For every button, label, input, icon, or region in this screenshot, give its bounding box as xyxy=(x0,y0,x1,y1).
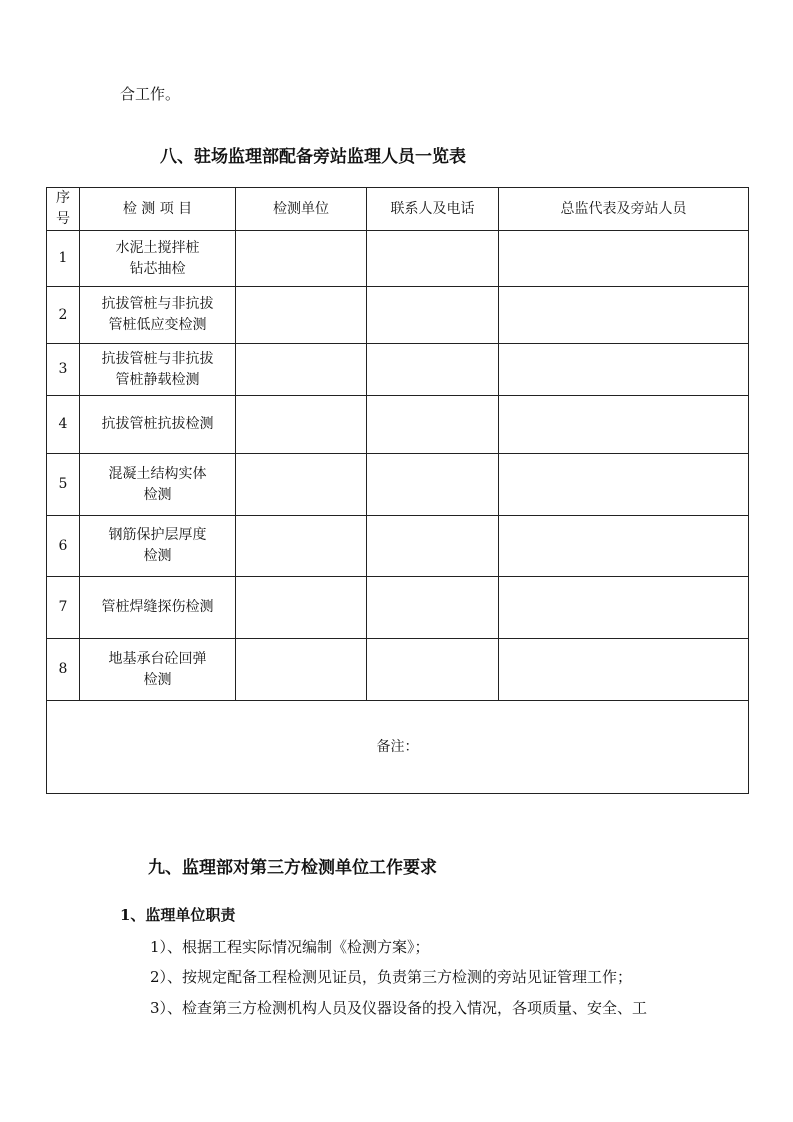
row-supervisor-cell xyxy=(499,577,749,639)
row-item-line1: 地基承台砼回弹 xyxy=(108,650,207,667)
header-serial-no xyxy=(47,188,80,231)
row-item xyxy=(80,287,236,344)
row-item xyxy=(80,639,236,701)
remark-cell xyxy=(47,701,749,794)
section-9-title: 九、监理部对第三方检测单位工作要求 xyxy=(148,858,437,878)
row-contact-cell xyxy=(367,396,499,454)
row-unit-cell xyxy=(236,454,367,516)
row-contact-cell xyxy=(367,516,499,577)
row-supervisor-cell xyxy=(499,396,749,454)
table-row xyxy=(47,396,749,454)
row-contact-cell xyxy=(367,639,499,701)
row-item xyxy=(80,454,236,516)
row-item xyxy=(80,231,236,287)
row-unit-cell xyxy=(236,231,367,287)
row-item xyxy=(80,516,236,577)
row-item-line2: 管桩低应变检测 xyxy=(108,317,207,333)
remark-label: 备注： xyxy=(376,738,419,755)
table-row xyxy=(47,344,749,396)
row-no: 3 xyxy=(47,344,80,396)
remark-row xyxy=(47,701,749,794)
row-item-line2: 钻芯抽检 xyxy=(129,260,186,277)
row-contact-cell xyxy=(367,231,499,287)
row-item xyxy=(80,344,236,396)
row-no: 8 xyxy=(47,639,80,701)
row-contact-cell xyxy=(367,287,499,344)
table-row xyxy=(47,577,749,639)
header-contact: 联系人及电话 xyxy=(367,188,499,231)
table-row xyxy=(47,454,749,516)
header-test-unit: 检测单位 xyxy=(236,188,367,231)
row-supervisor-cell xyxy=(499,344,749,396)
row-no: 5 xyxy=(47,454,80,516)
continuation-text: 合工作。 xyxy=(120,85,181,103)
row-item-line2: 检测 xyxy=(143,486,172,503)
row-no: 2 xyxy=(47,287,80,344)
row-item-line1: 抗拔管桩抗拔检测 xyxy=(101,416,214,432)
row-unit-cell xyxy=(236,639,367,701)
row-item-line2: 管桩静载检测 xyxy=(115,371,200,388)
section-8-title: 八、驻场监理部配备旁站监理人员一览表 xyxy=(160,147,466,167)
row-unit-cell xyxy=(236,516,367,577)
subsection-title: 1、监理单位职责 xyxy=(120,906,236,924)
table-header-row xyxy=(47,188,749,231)
row-unit-cell xyxy=(236,396,367,454)
row-no: 7 xyxy=(47,577,80,639)
row-supervisor-cell xyxy=(499,639,749,701)
supervision-staff-table xyxy=(46,187,749,794)
row-supervisor-cell xyxy=(499,454,749,516)
header-test-item: 检 测 项 目 xyxy=(80,188,236,231)
row-no: 1 xyxy=(47,231,80,287)
table-row xyxy=(47,516,749,577)
row-unit-cell xyxy=(236,344,367,396)
row-no: 4 xyxy=(47,396,80,454)
row-item-line1: 抗拔管桩与非抗拔 xyxy=(101,350,214,367)
row-supervisor-cell xyxy=(499,516,749,577)
header-supervisor: 总监代表及旁站人员 xyxy=(499,188,749,231)
row-unit-cell xyxy=(236,577,367,639)
row-supervisor-cell xyxy=(499,287,749,344)
row-item-line1: 管桩焊缝探伤检测 xyxy=(101,599,214,615)
row-item-line2: 检测 xyxy=(143,671,172,688)
row-unit-cell xyxy=(236,287,367,344)
row-item-line2: 检测 xyxy=(143,548,172,564)
duty-item-1: 1）、根据工程实际情况编制《检测方案》； xyxy=(150,938,430,956)
row-item-line1: 钢筋保护层厚度 xyxy=(108,527,207,543)
table-row xyxy=(47,639,749,701)
row-contact-cell xyxy=(367,344,499,396)
table-row xyxy=(47,287,749,344)
row-contact-cell xyxy=(367,454,499,516)
header-serial-no-line1: 序 xyxy=(56,190,70,206)
row-item-line1: 水泥土搅拌桩 xyxy=(115,239,200,256)
table-row xyxy=(47,231,749,287)
row-item xyxy=(80,396,236,454)
duty-item-2: 2）、按规定配备工程检测见证员，负责第三方检测的旁站见证管理工作； xyxy=(150,968,633,986)
row-item-line1: 抗拔管桩与非抗拔 xyxy=(101,296,214,312)
row-supervisor-cell xyxy=(499,231,749,287)
row-contact-cell xyxy=(367,577,499,639)
row-no: 6 xyxy=(47,516,80,577)
duty-item-3: 3）、检查第三方检测机构人员及仪器设备的投入情况，各项质量、安全、工 xyxy=(150,999,648,1017)
header-serial-no-line2: 号 xyxy=(56,211,70,227)
row-item xyxy=(80,577,236,639)
row-item-line1: 混凝土结构实体 xyxy=(108,465,207,482)
